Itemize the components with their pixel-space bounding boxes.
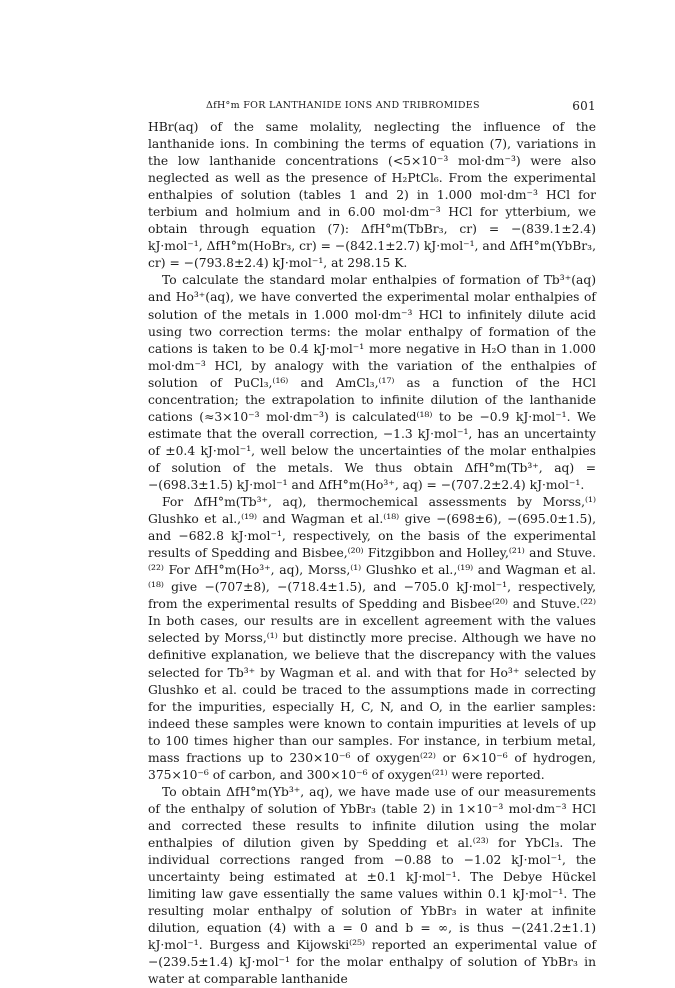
paragraph-2: To calculate the standard molar enthalpies of formation of Tb³⁺(aq) and Ho³⁺(aq), we have converted the experimental molar enthalpies of solution of the metals in 1.000 mol·dm⁻³ HCl to infinitely dilute acid using two correction terms: the molar enthalpy of formation of the cations is taken to be 0.4 kJ·mol⁻¹ more negative in H₂O than in 1.000 mol·dm⁻³ HCl, by analogy with the variation of the enthalpies of solution of PuCl₃,⁽¹⁶⁾ and AmCl₃,⁽¹⁷⁾ as a function of the HCl concentration; the extrapolation to infinite dilution of the lanthanide cations (≈3×10⁻³ mol·dm⁻³) is calculated⁽¹⁸⁾ to be −0.9 kJ·mol⁻¹. We estimate that the overall correction, −1.3 kJ·mol⁻¹, has an uncertainty of ±0.4 kJ·mol⁻¹, well below the uncertainties of the molar enthalpies of solution of the metals. We thus obtain ΔfH°m(Tb³⁺, aq) = −(698.3±1.5) kJ·mol⁻¹ and ΔfH°m(Ho³⁺, aq) = −(707.2±2.4) kJ·mol⁻¹. xyxy=(148,273,596,492)
paragraph-3: For ΔfH°m(Tb³⁺, aq), thermochemical assessments by Morss,⁽¹⁾ Glushko et al.,⁽¹⁹⁾ and Wagman et al.⁽¹⁸⁾ give −(698±6), −(695.0±1.5), and −682.8 kJ·mol⁻¹, respectively, on the basis of the experimental results of Spedding and Bisbee,⁽²⁰⁾ Fitzgibbon and Holley,⁽²¹⁾ and Stuve.⁽²²⁾ For ΔfH°m(Ho³⁺, aq), Morss,⁽¹⁾ Glushko et al.,⁽¹⁹⁾ and Wagman et al.⁽¹⁸⁾ give −(707±8), −(718.4±1.5), and −705.0 kJ·mol⁻¹, respectively, from the experimental results of Spedding and Bisbee⁽²⁰⁾ and Stuve.⁽²²⁾ In both cases, our results are in excellent agreement with the values selected by Morss,⁽¹⁾ but distinctly more precise. Although we have no definitive explanation, we believe that the discrepancy with the values selected for Tb³⁺ by Wagman et al. and with that for Ho³⁺ selected by Glushko et al. could be traced to the assumptions made in correcting for the impurities, especially H, C, N, and O, in the earlier samples: indeed these samples were known to contain impurities at levels of up to 100 times higher than our samples. For instance, in terbium metal, mass fractions up to 230×10⁻⁶ of oxygen⁽²²⁾ or 6×10⁻⁶ of hydrogen, 375×10⁻⁶ of carbon, and 300×10⁻⁶ of oxygen⁽²¹⁾ were reported. xyxy=(148,495,596,782)
page-number: 601 xyxy=(572,99,596,113)
paragraph-4: To obtain ΔfH°m(Yb³⁺, aq), we have made use of our measurements of the enthalpy of solution of YbBr₃ (table 2) in 1×10⁻³ mol·dm⁻³ HCl and corrected these results to infinite dilution using the molar enthalpies of dilution given by Spedding et al.⁽²³⁾ for YbCl₃. The individual corrections ranged from −0.88 to −1.02 kJ·mol⁻¹, the uncertainty being estimated at ±0.1 kJ·mol⁻¹. The Debye Hückel limiting law gave essentially the same values within 0.1 kJ·mol⁻¹. The resulting molar enthalpy of solution of YbBr₃ in water at infinite dilution, equation (4) with a = 0 and b = ∞, is thus −(241.2±1.1) kJ·mol⁻¹. Burgess and Kijowski⁽²⁵⁾ reported an experimental value of −(239.5±1.4) kJ·mol⁻¹ for the molar enthalpy of solution of YbBr₃ in water at comparable lanthanide xyxy=(148,784,596,987)
paragraph-1: HBr(aq) of the same molality, neglecting the influence of the lanthanide ions. In combining the terms of equation (7), variations in the low lanthanide concentrations (<5×10⁻³ mol·dm⁻³) were also neglected as well as the presence of H₂PtCl₆. From the experimental enthalpies of solution (tables 1 and 2) in 1.000 mol·dm⁻³ HCl for terbium and holmium and in 6.00 mol·dm⁻³ HCl for ytterbium, we obtain through equation (7): ΔfH°m(TbBr₃, cr) = −(839.1±2.4) kJ·mol⁻¹, ΔfH°m(HoBr₃, cr) = −(842.1±2.7) kJ·mol⁻¹, and ΔfH°m(YbBr₃, cr) = −(793.8±2.4) kJ·mol⁻¹, at 298.15 K. xyxy=(148,120,596,271)
running-head-title: ΔfH°m FOR LANTHANIDE IONS AND TRIBROMIDES xyxy=(206,100,480,111)
body-text xyxy=(148,119,596,988)
